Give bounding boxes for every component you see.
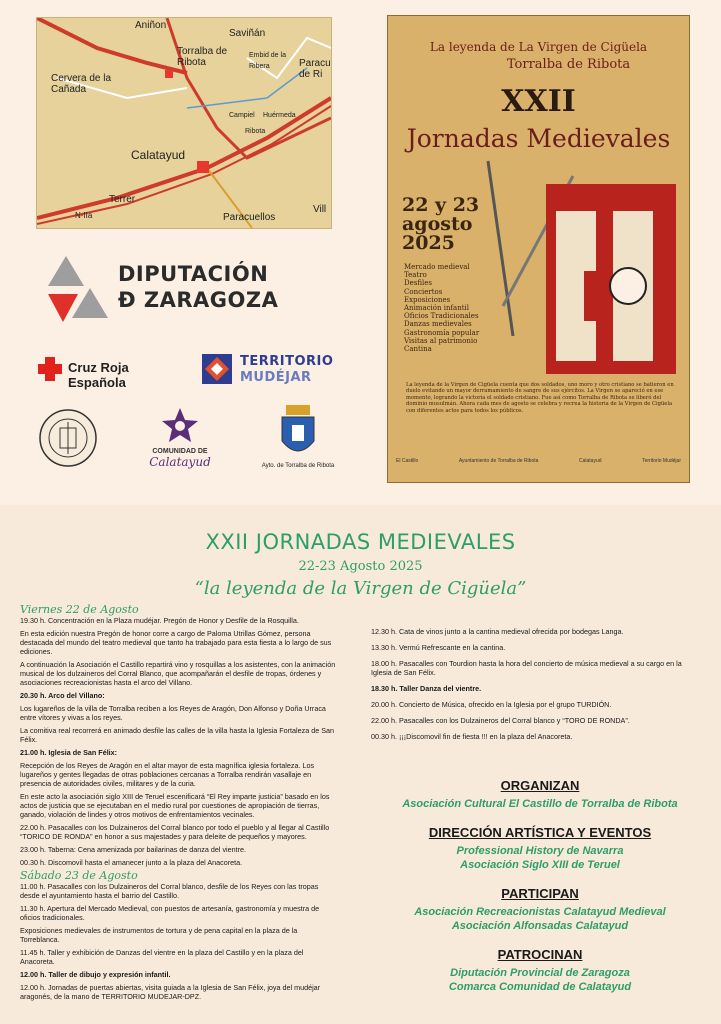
schedule-item: 12.30 h. Cata de vinos junto a la cantina medieval ofrecida por bodegas Langa.	[371, 627, 624, 636]
schedule-item: En esta edición nuestra Pregón de honor corre a cargo de Paloma Utrillas Gómez, persona destacada del mundo del teatro medieval que tanto ha trabajado para esta fiesta a lo largo de sus ediciones.	[20, 629, 332, 656]
cruz-roja-text: Cruz Roja Española	[68, 360, 129, 390]
patrocinan-entry: Diputación Provincial de Zaragoza	[450, 967, 630, 979]
map-place: Saviñán	[229, 28, 266, 39]
schedule-item: 00.30 h. ¡¡¡Discomovil fin de fiesta !!! en la plaza del Anacoreta.	[371, 732, 573, 741]
poster-dates: 22 y 23 agosto 2025	[402, 194, 480, 254]
poster-activity: Danzas medievales	[404, 320, 472, 329]
poster-activity: Cantina	[404, 345, 432, 354]
ayto-text: Ayto. de Torralba de Ribota	[261, 463, 335, 469]
poster-sponsor: Ayuntamiento de Torralba de Ribota	[458, 458, 539, 464]
ayto-torralba-logo	[248, 405, 348, 475]
schedule-item: 13.30 h. Vermú Refrescante en la cantina.	[371, 643, 506, 652]
map-place: Cervera de la Cañada	[51, 73, 112, 95]
dpz-line2: Đ ZARAGOZA	[118, 288, 279, 312]
program-title: XXII JORNADAS MEDIEVALES	[205, 530, 516, 554]
poster-sponsor: Calatayud	[578, 458, 602, 464]
schedule-item: Recepción de los Reyes de Aragón en el altar mayor de esta magnífica iglesia fortaleza. Los lugareños y gentes llegadas de otras poblaciones cercanas a Torralba rendirán vasallaje en presencia de autoridades civiles, militares y de la curia.	[20, 761, 315, 788]
schedule-item: 19.30 h. Concentración en la Plaza mudéjar. Pregón de Honor y Desfile de la Rosquilla.	[20, 616, 299, 625]
comarca-line2: Calatayud	[149, 455, 211, 469]
diocesis-seal	[38, 408, 98, 468]
schedule-item: La comitiva real recorrerá en animado desfile las calles de la villa hasta la Iglesia Fortaleza de San Félix.	[20, 726, 335, 744]
schedule-item: 23.00 h. Taberna: Cena amenizada por bailarinas de danza del vientre.	[20, 845, 247, 854]
map-place: Terrer	[109, 194, 136, 205]
dpz-triangles-icon	[48, 256, 110, 326]
map-place: Paracuellos	[223, 212, 276, 223]
coat-of-arms-icon	[278, 405, 318, 461]
participan-entries	[380, 905, 700, 933]
right-schedule	[371, 627, 701, 748]
schedule-item: En este acto la asociación siglo XIII de Teruel escenificará “El Rey imparte justicia” basado en los actos de justicia que se ejecutaban en el medio rural por cuestiones de apropiación de tierras, ganado, violación de lindes y otros motivos de enfrentamientos vecinales.	[20, 792, 330, 819]
red-cross-icon	[36, 355, 64, 383]
poster-title: Jornadas Medievales	[406, 124, 671, 153]
credits	[380, 778, 700, 1008]
event-poster	[387, 15, 690, 483]
map-place: Vill	[313, 204, 327, 215]
cruz-roja-logo	[36, 355, 186, 390]
schedule-item: Los lugareños de la villa de Torralba reciben a los Reyes de Aragón, Don Alfonso y Doña Urraca entre vítores y vivas a los reyes.	[20, 704, 326, 722]
map-place: Calatayud	[131, 148, 186, 162]
direccion-entry: Professional History de Navarra	[456, 845, 624, 857]
map-place: Embid de la Ribera	[249, 52, 286, 70]
map-place: Campiel	[229, 112, 255, 119]
poster-sponsor: Territorio Mudéjar	[642, 458, 681, 464]
participan-entry: Asociación Recreacionistas Calatayud Medieval	[414, 906, 666, 918]
poster-activity: Teatro	[404, 271, 427, 280]
poster-activity: Visitas al patrimonio	[404, 336, 478, 345]
comarca-line1: COMUNIDAD DE	[152, 448, 208, 455]
poster-activity: Oficios Tradicionales	[404, 312, 479, 321]
schedule-item: 18.00 h. Pasacalles con Tourdion hasta la hora del concierto de música medieval a su cargo en la Iglesia de San Félix.	[371, 659, 682, 677]
direccion-entry: Asociación Siglo XIII de Teruel	[460, 859, 620, 871]
poster-activity: Conciertos	[404, 287, 443, 296]
patrocinan-heading: PATROCINAN	[497, 947, 583, 962]
top-section	[0, 0, 721, 505]
comarca-star-icon	[162, 408, 198, 444]
schedule-item: 11.00 h. Pasacalles con los Dulzaineros del Corral blanco, desfile de los Reyes con las tropas desde el ayuntamiento hasta el barrio del Castillo.	[20, 882, 319, 900]
schedule-item: 11.30 h. Apertura del Mercado Medieval, con puestos de artesanía, gastronomía y muestra de oficios tradicionales.	[20, 904, 320, 922]
poster-line1: La leyenda de La Virgen de Cigüela	[429, 40, 648, 54]
organizan-heading: ORGANIZAN	[500, 778, 580, 793]
patrocinan-entries	[380, 966, 700, 994]
location-map	[36, 17, 332, 229]
poster-roman: XXII	[501, 84, 576, 119]
dpz-line1: DIPUTACIÓN	[118, 262, 269, 286]
poster-sponsor: El Castillo	[396, 458, 419, 464]
schedule-item: 22.00 h. Pasacalles con los Dulzaineros del Corral blanco y “TORO DE RONDA”.	[371, 716, 630, 725]
map-place: Ribota	[245, 128, 266, 135]
mudejar-diamond-icon	[200, 352, 234, 386]
direccion-entries	[380, 844, 700, 872]
dpz-logo	[48, 256, 328, 326]
map-place: Torralba de Ribota	[177, 46, 228, 68]
schedule-item: 00.30 h. Discomovil hasta el amanecer junto a la plaza del Anacoreta.	[20, 858, 243, 867]
diocesis-seal-icon	[38, 408, 98, 468]
schedule-item: Exposiciones medievales de instrumentos de tortura y de pena capital en la plaza de la Torreblanca.	[20, 926, 298, 944]
patrocinan-entry: Comarca Comunidad de Calatayud	[448, 981, 632, 993]
map-place: Paracu de Ri	[299, 58, 331, 80]
friday-title: Viernes 22 de Agosto	[20, 603, 139, 616]
poster-activity: Mercado medieval	[404, 263, 470, 271]
participan-heading: PARTICIPAN	[501, 886, 579, 901]
map-place: Huérmeda	[263, 112, 296, 119]
map-place: Aniñon	[135, 20, 167, 31]
schedule-item: 12.00 h. Taller de dibujo y expresión infantil.	[20, 970, 171, 979]
organizan-entry: Asociación Cultural El Castillo de Torralba de Ribota	[402, 798, 678, 810]
poster-activity: Animación infantil	[404, 304, 470, 313]
poster-sponsors	[396, 458, 681, 464]
program-dates: 22-23 Agosto 2025	[298, 559, 423, 574]
program-subtitle: “la leyenda de la Virgen de Cigüela”	[194, 578, 527, 599]
direccion-heading: DIRECCIÓN ARTÍSTICA Y EVENTOS	[428, 825, 652, 840]
poster-activity: Gastronomía popular	[404, 328, 480, 337]
schedule-item: A continuación la Asociación el Castillo repartirá vino y rosquillas a los asistentes, con la animación musical de los dulzaineros del Corral Blanco, que acompañarán el desfile de tropas, órdenes y asociaciones recreacionistas hasta el arco del Villano.	[20, 660, 336, 687]
poster-story: La leyenda de la Virgen de Cigüela cuenta que dos soldados, uno moro y otro cristiano se batieron en duelo evitando un mayor derramamiento de sangre de sus ejércitos. La Virgen se apareció en ese momento, logrando la victoria el soldado cristiano. Fue así como Torralba de Ribota se liberó del dominio musulmán. Ahora cada mes de agosto se celebra y recrea la historia de la Virgen de Cigüela con diferentes actos para todos los públicos.	[406, 382, 674, 414]
schedule-item: 21.00 h. Iglesia de San Félix:	[20, 748, 118, 757]
territorio-line1: TERRITORIO	[240, 354, 334, 369]
schedule-item: 22.00 h. Pasacalles con los Dulzaineros del Corral blanco por todo el pueblo y al llegar al Castillo “TORICO DE RONDA” en honor a sus majestades y para deleite de pequeños y mayores.	[20, 823, 330, 841]
poster-activity: Desfiles	[404, 279, 432, 288]
poster-activity: Exposiciones	[404, 295, 451, 304]
schedule-item: 20.30 h. Arco del Villano:	[20, 691, 105, 700]
schedule-item: 20.00 h. Concierto de Música, ofrecido en la Iglesia por el grupo TURDIÓN.	[371, 700, 612, 709]
map-place: N-IIa	[75, 211, 93, 220]
schedule-item: 11.45 h. Taller y exhibición de Danzas del vientre en la plaza del Castillo y en la plaza del Anacoreta.	[20, 948, 304, 966]
participan-entry: Asociación Alfonsadas Calatayud	[451, 920, 629, 932]
schedule-item: 18.30 h. Taller Danza del vientre.	[371, 684, 482, 693]
saturday-title: Sábado 23 de Agosto	[20, 869, 138, 882]
territorio-line2: MUDÉJAR	[240, 370, 312, 385]
territorio-mudejar-logo	[200, 350, 340, 390]
comarca-calatayud-logo	[130, 408, 230, 478]
left-schedule	[20, 605, 338, 1005]
schedule-item: 12.00 h. Jornadas de puertas abiertas, visita guiada a la Iglesia de San Félix, joya del mudéjar aragonés, de la mano de TERRITORIO MUDEJAR-DPZ.	[20, 983, 321, 1001]
poster-line2: Torralba de Ribota	[506, 57, 631, 72]
